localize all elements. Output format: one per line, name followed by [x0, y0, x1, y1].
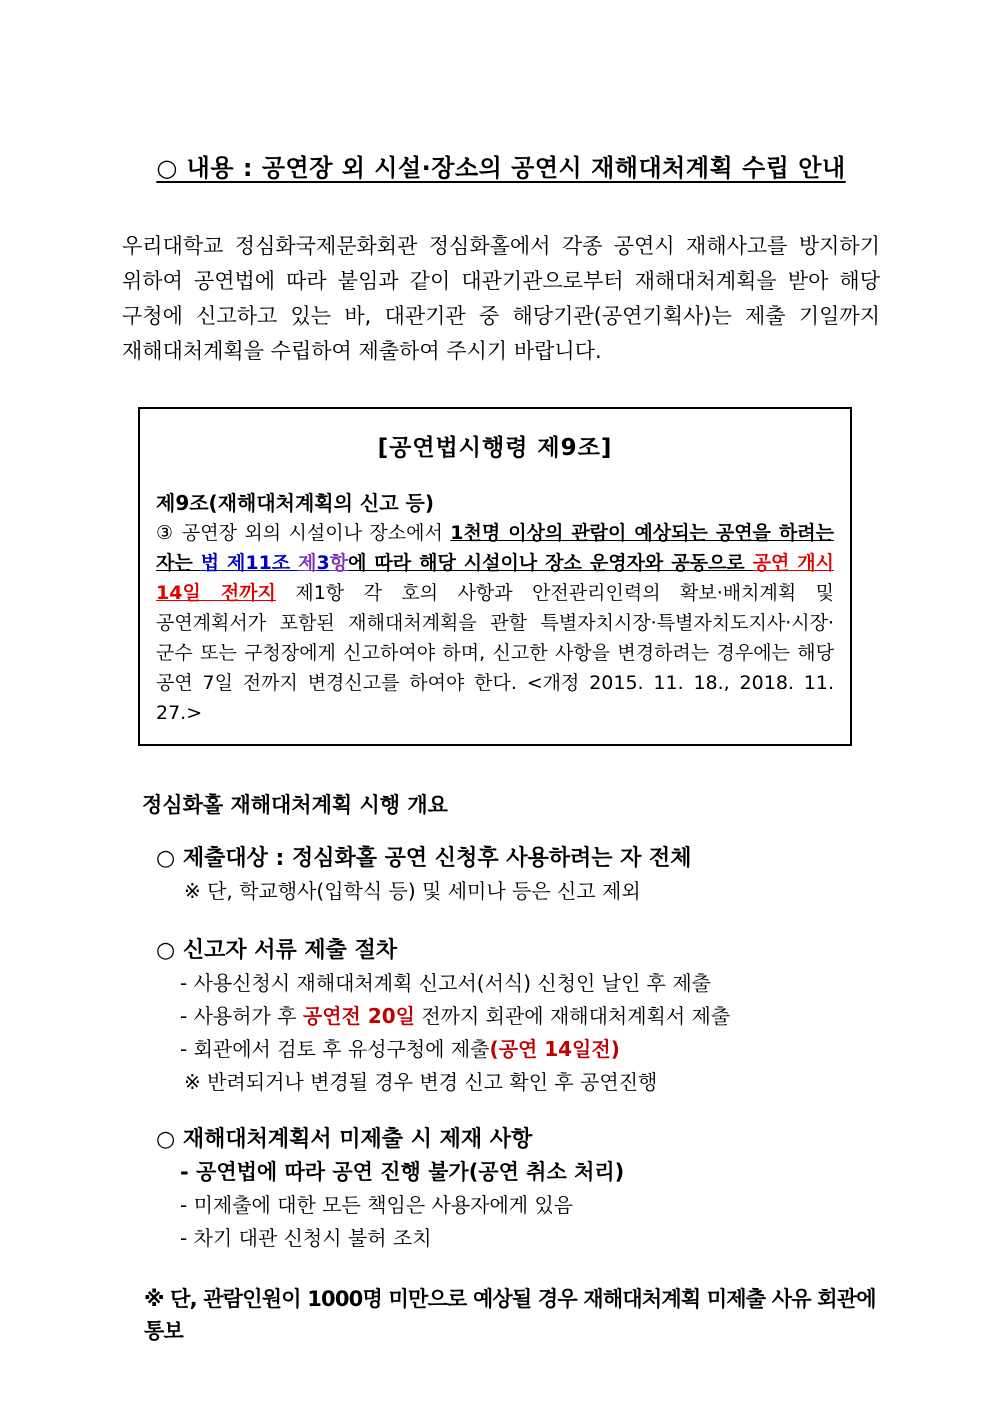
procedure-item-2-pre: - 사용허가 후 [180, 1004, 303, 1028]
procedure-item-3 [180, 1033, 880, 1066]
procedure-item-3-pre: - 회관에서 검토 후 유성구청에 제출 [180, 1037, 490, 1061]
doc-title-text: ○ 내용 : 공연장 외 시설·장소의 공연시 재해대처계획 수립 안내 [156, 154, 846, 182]
law-box [138, 407, 852, 746]
overview-heading: 정심화홀 재해대처계획 시행 개요 [142, 793, 448, 817]
clause-bold-2: 에 따라 해당 시설이나 장소 운영자와 공동으로 [348, 552, 753, 574]
footer-note: ※ 단, 관람인원이 1000명 미만으로 예상될 경우 재해대처계획 미제출 사유 회관에 통보 [144, 1287, 876, 1343]
article-heading: 제9조(재해대처계획의 신고 등) [156, 491, 434, 515]
clause-bold-1: 1천명 이상의 관람이 예상되는 공연을 하려는 자는 [156, 522, 834, 574]
clause-law-ref-blue: 법 제11조 [200, 552, 299, 574]
intro-paragraph: 우리대학교 정심화국제문화회관 정심화홀에서 각종 공연시 재해사고를 방지하기 위하여 공연법에 따라 붙임과 같이 대관기관으로부터 재해대처계획을 받아 해당 구청에 신고하고 있는 바, 대관기관 중 해당기관(공연기획사)는 제출 기일까지 재해대처계획을 수립하여 제출하여 주시기 바랍니다. [122, 234, 880, 363]
procedure-note: ※ 반려되거나 변경될 경우 변경 신고 확인 후 공연진행 [184, 1070, 658, 1094]
clause-normal-end: 제1항 각 호의 사항과 안전관리인력의 확보·배치계획 및 공연계획서가 포함된 재해대처계획을 관할 특별자치시장·특별자치도지사·시장·군수 또는 구청장에게 신고하여야 하며, 신고한 사항을 변경하려는 경우에는 해당 공연 7일 전까지 변경신고를 하여야 한다. <개정 2015. 11. 18., 2018. 11. 27.> [156, 582, 834, 724]
procedure-item-2-post: 전까지 회관에 재해대처계획서 제출 [414, 1004, 731, 1028]
doc-title [122, 148, 880, 183]
procedure-item-2 [180, 1000, 880, 1033]
penalty-item-3: - 차기 대관 신청시 불허 조치 [180, 1226, 432, 1250]
section-submission-title: ○ 제출대상 : 정심화홀 공연 신청후 사용하려는 자 전체 [156, 846, 692, 871]
penalty-item-1: - 공연법에 따라 공연 진행 불가(공연 취소 처리) [180, 1160, 625, 1184]
section-penalty-title: ○ 재해대처계획서 미제출 시 제재 사항 [156, 1127, 533, 1152]
section-procedure-title: ○ 신고자 서류 제출 절차 [156, 938, 398, 963]
procedure-item-1: - 사용신청시 재해대처계획 신고서(서식) 신청인 날인 후 제출 [180, 971, 712, 995]
article-clause [156, 518, 834, 728]
clause-deadline-red: 공연 개시 14일 전까지 [156, 552, 835, 604]
law-box-title: [공연법시행령 제9조] [377, 435, 613, 461]
clause-law-ref-purple-a: 제 [298, 552, 317, 574]
procedure-item-3-deadline: (공연 14일전) [489, 1037, 620, 1061]
penalty-item-2: - 미제출에 대한 모든 책임은 사용자에게 있음 [180, 1193, 574, 1217]
procedure-item-2-deadline: 공연전 20일 [302, 1004, 415, 1028]
submission-note: ※ 단, 학교행사(입학식 등) 및 세미나 등은 신고 제외 [184, 879, 641, 903]
clause-law-ref-blue-digit: 3 [316, 552, 330, 574]
clause-law-ref-purple-b: 항 [329, 552, 349, 574]
clause-normal-start: ③ 공연장 외의 시설이나 장소에서 [156, 522, 451, 544]
